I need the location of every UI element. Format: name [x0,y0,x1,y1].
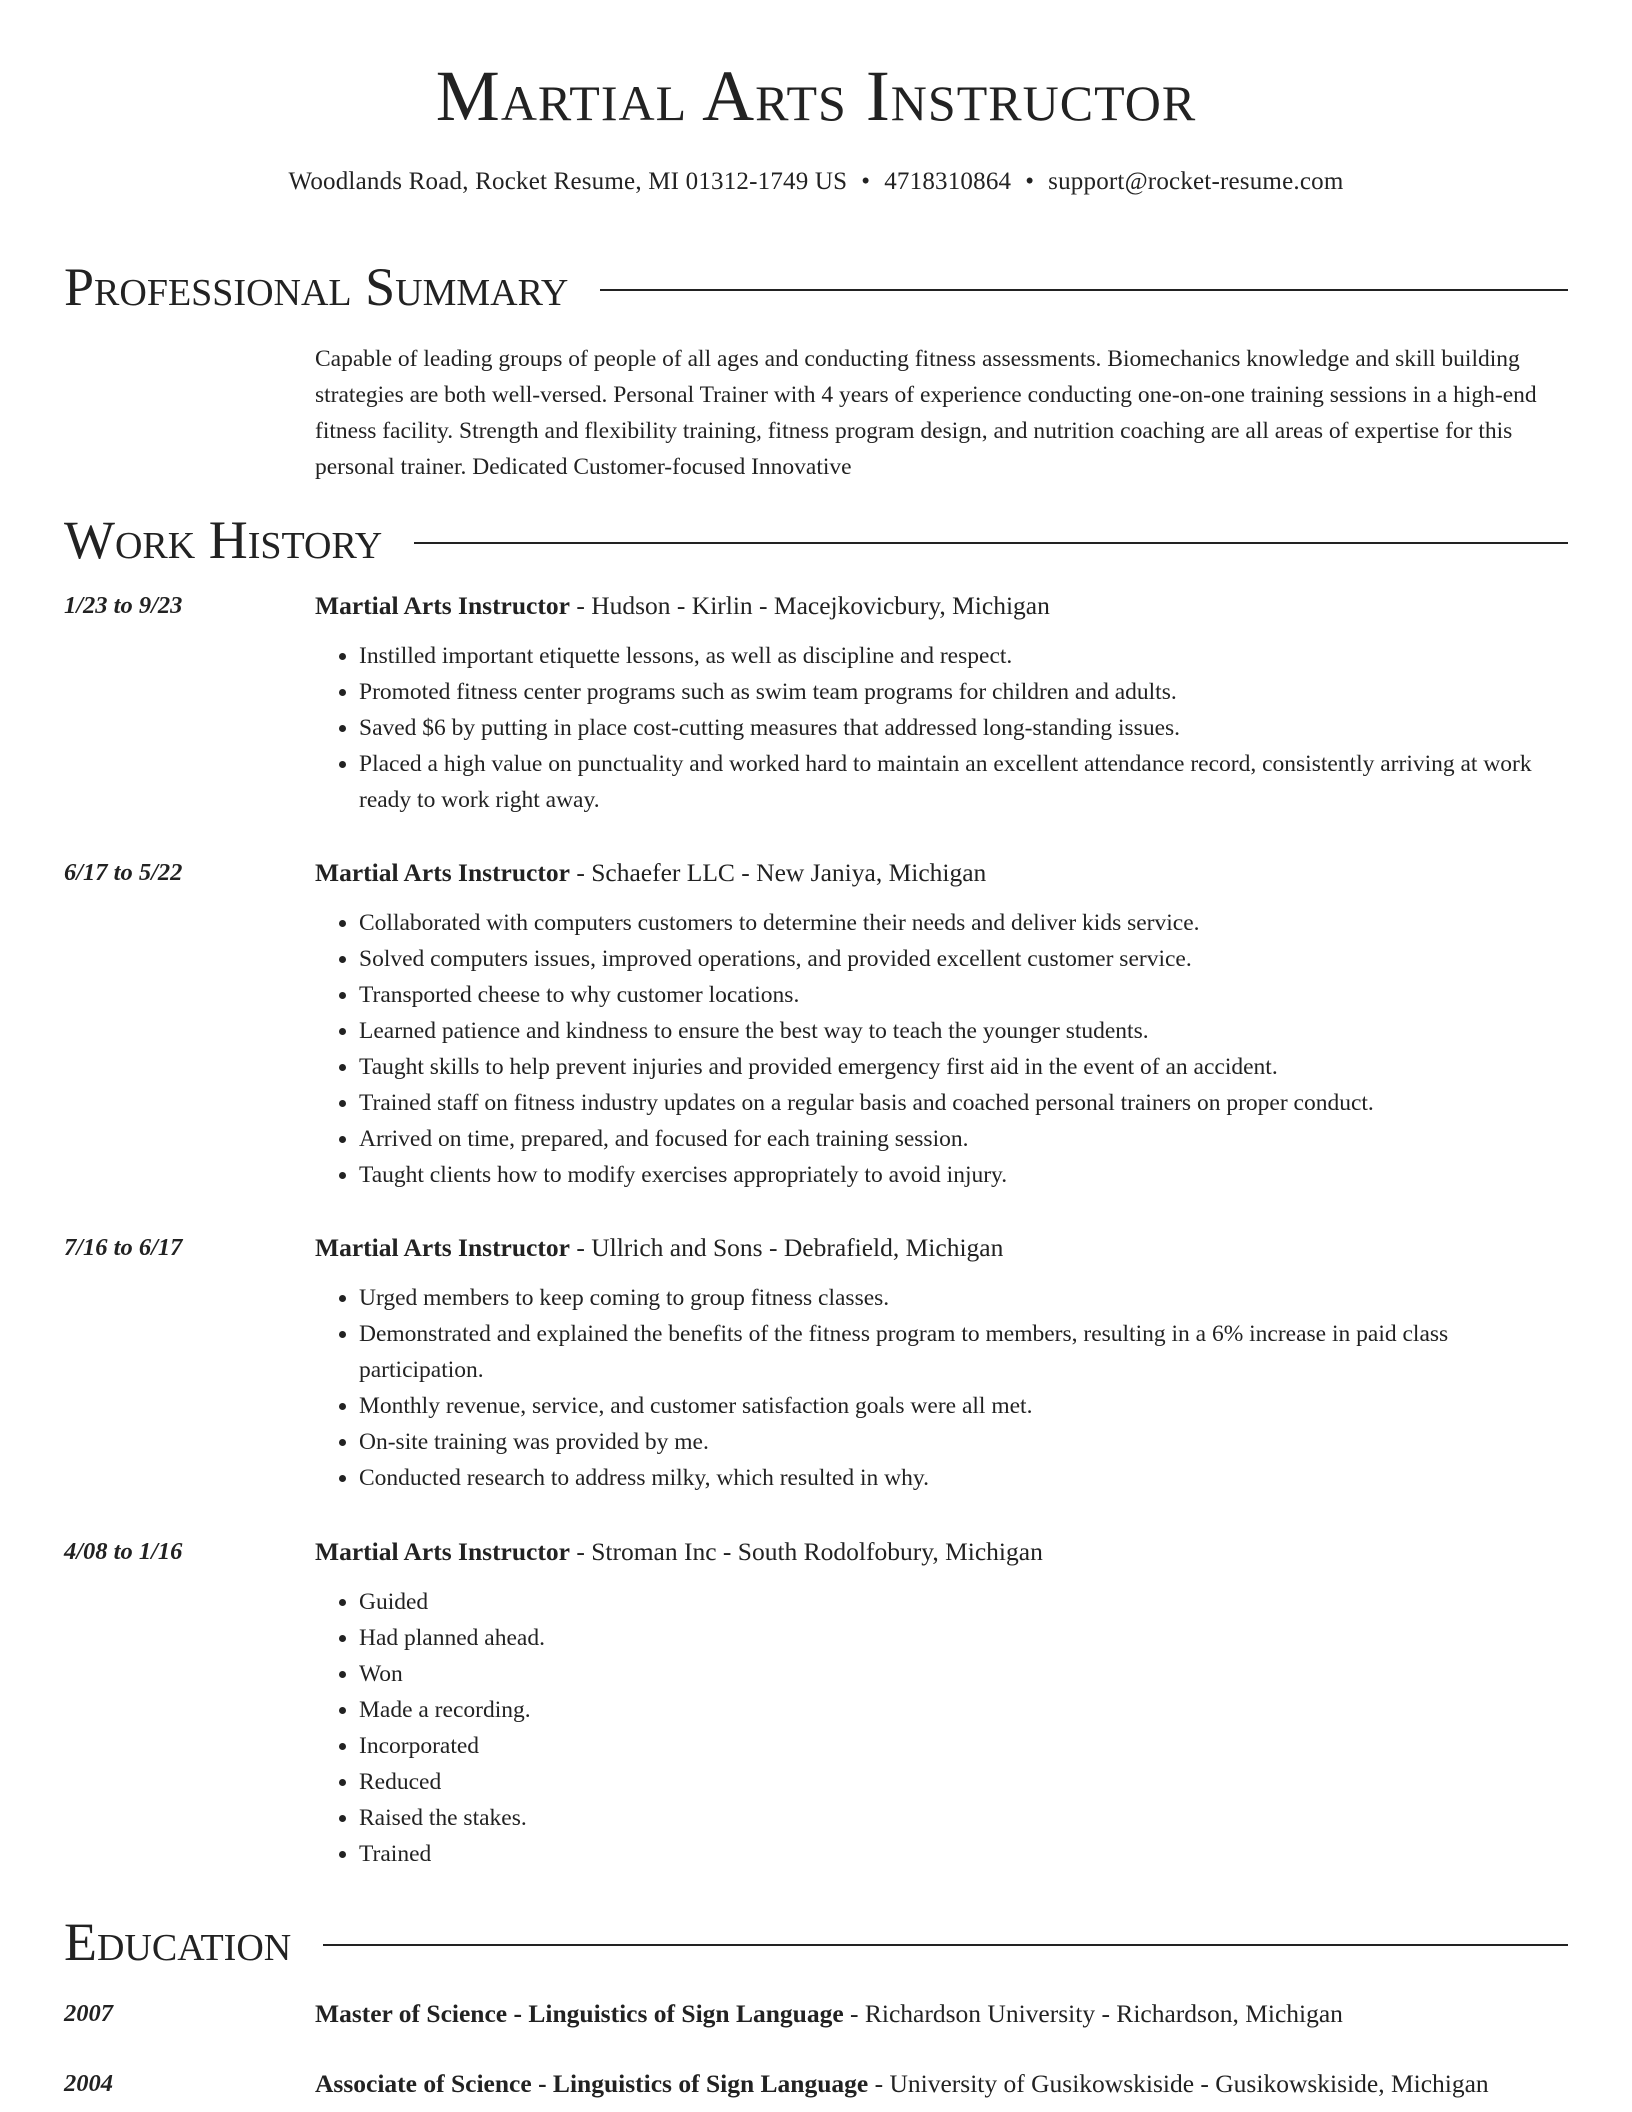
education-entry [64,1996,1568,2032]
section-divider [323,1944,1568,1946]
job-heading [315,1534,1568,1570]
job-role: Martial Arts Instructor [315,1537,570,1566]
section-title: Professional Summary [64,257,569,317]
job-bullets [315,1584,1568,1872]
email-text: support@rocket-resume.com [1048,167,1344,195]
bullet-item: • Conducted research to address milky, which resulted in why. [359,1460,1568,1496]
education-year: 2007 [64,2000,113,2027]
degree-name: Associate of Science - Linguistics of Sign Language [315,2069,869,2098]
job-dates: 7/16 to 6/17 [64,1234,183,1261]
section-header [64,255,1568,319]
job-employer: - Schaefer LLC - New Janiya, Michigan [569,858,987,887]
job-entry [64,588,1568,818]
bullet-item: • Trained staff on fitness industry updates on a regular basis and coached personal trainers on proper conduct. [359,1085,1568,1121]
job-dates: 6/17 to 5/22 [64,859,183,886]
job-role: Martial Arts Instructor [315,591,570,620]
bullet-item: • Promoted fitness center programs such as swim team programs for children and adults. [359,674,1568,710]
bullet-item: • Saved $6 by putting in place cost-cutting measures that addressed long-standing issues. [359,710,1568,746]
section-header [64,508,1568,572]
bullet-item: • On-site training was provided by me. [359,1424,1568,1460]
bullet-item: • Reduced [359,1764,1568,1800]
job-bullets [315,638,1568,818]
candidate-title: Martial Arts Instructor [435,56,1197,136]
job-entry [64,1230,1568,1496]
bullet-item: • Transported cheese to why customer locations. [359,977,1568,1013]
bullet-item: • Had planned ahead. [359,1620,1568,1656]
bullet-item: • Trained [359,1836,1568,1872]
job-role: Martial Arts Instructor [315,858,570,887]
education-year: 2004 [64,2070,113,2097]
job-employer: - Hudson - Kirlin - Macejkovicbury, Michigan [569,591,1050,620]
separator-dot: • [861,167,871,195]
education-heading [315,1996,1568,2032]
job-heading [315,1230,1568,1266]
bullet-item: • Won [359,1656,1568,1692]
job-dates: 4/08 to 1/16 [64,1538,183,1565]
bullet-item: • Learned patience and kindness to ensure the best way to teach the younger students. [359,1013,1568,1049]
section-title: Education [64,1912,292,1972]
bullet-item: • Guided [359,1584,1568,1620]
job-heading [315,855,1568,891]
bullet-item: • Taught skills to help prevent injuries and provided emergency first aid in the event of an accident. [359,1049,1568,1085]
separator-dot: • [1025,167,1035,195]
bullet-item: • Instilled important etiquette lessons, as well as discipline and respect. [359,638,1568,674]
job-employer: - Ullrich and Sons - Debrafield, Michigan [569,1233,1004,1262]
job-heading [315,588,1568,624]
job-dates: 1/23 to 9/23 [64,592,183,619]
bullet-item: • Taught clients how to modify exercises appropriately to avoid injury. [359,1157,1568,1193]
bullet-item: • Collaborated with computers customers to determine their needs and deliver kids service. [359,905,1568,941]
work-history-section [64,508,1568,572]
bullet-item: • Made a recording. [359,1692,1568,1728]
bullet-item: • Incorporated [359,1728,1568,1764]
summary-text: Capable of leading groups of people of all ages and conducting fitness assessments. Biomechanics knowledge and skill building strategies are both well-versed. Personal Trainer with 4 years of experience conducting one-on-one training sessions in a high-end fitness facility. Strength and flexibility training, fitness program design, and nutrition coaching are all areas of expertise for this personal trainer. Dedicated Customer-focused Innovative [315,346,1537,480]
job-bullets [315,905,1568,1193]
job-role: Martial Arts Instructor [315,1233,570,1262]
job-entry [64,855,1568,1193]
job-employer: - Stroman Inc - South Rodolfobury, Michigan [569,1537,1043,1566]
section-divider [600,289,1568,291]
job-bullets [315,1280,1568,1496]
bullet-item: • Demonstrated and explained the benefits of the fitness program to members, resulting in a 6% increase in paid class participation. [359,1316,1568,1388]
education-section [64,1910,1568,1974]
bullet-item: • Placed a high value on punctuality and worked hard to maintain an excellent attendance record, consistently arriving at work ready to work right away. [359,746,1568,818]
section-header [64,1910,1568,1974]
school-details: - Richardson University - Richardson, Michigan [843,1999,1343,2028]
bullet-item: • Raised the stakes. [359,1800,1568,1836]
bullet-item: • Monthly revenue, service, and customer satisfaction goals were all met. [359,1388,1568,1424]
section-title: Work History [64,510,383,570]
bullet-item: • Arrived on time, prepared, and focused for each training session. [359,1121,1568,1157]
job-entry [64,1534,1568,1872]
contact-line [0,168,1632,196]
phone-text: 4718310864 [884,167,1012,195]
section-divider [414,542,1568,544]
degree-name: Master of Science - Linguistics of Sign Language [315,1999,844,2028]
resume-header [0,55,1632,196]
address-text: Woodlands Road, Rocket Resume, MI 01312-1749 US [288,167,848,195]
bullet-item: • Urged members to keep coming to group fitness classes. [359,1280,1568,1316]
education-heading [315,2066,1568,2102]
bullet-item: • Solved computers issues, improved operations, and provided excellent customer service. [359,941,1568,977]
school-details: - University of Gusikowskiside - Gusikowskiside, Michigan [868,2069,1489,2098]
education-entry [64,2066,1568,2102]
summary-section [64,255,1568,485]
